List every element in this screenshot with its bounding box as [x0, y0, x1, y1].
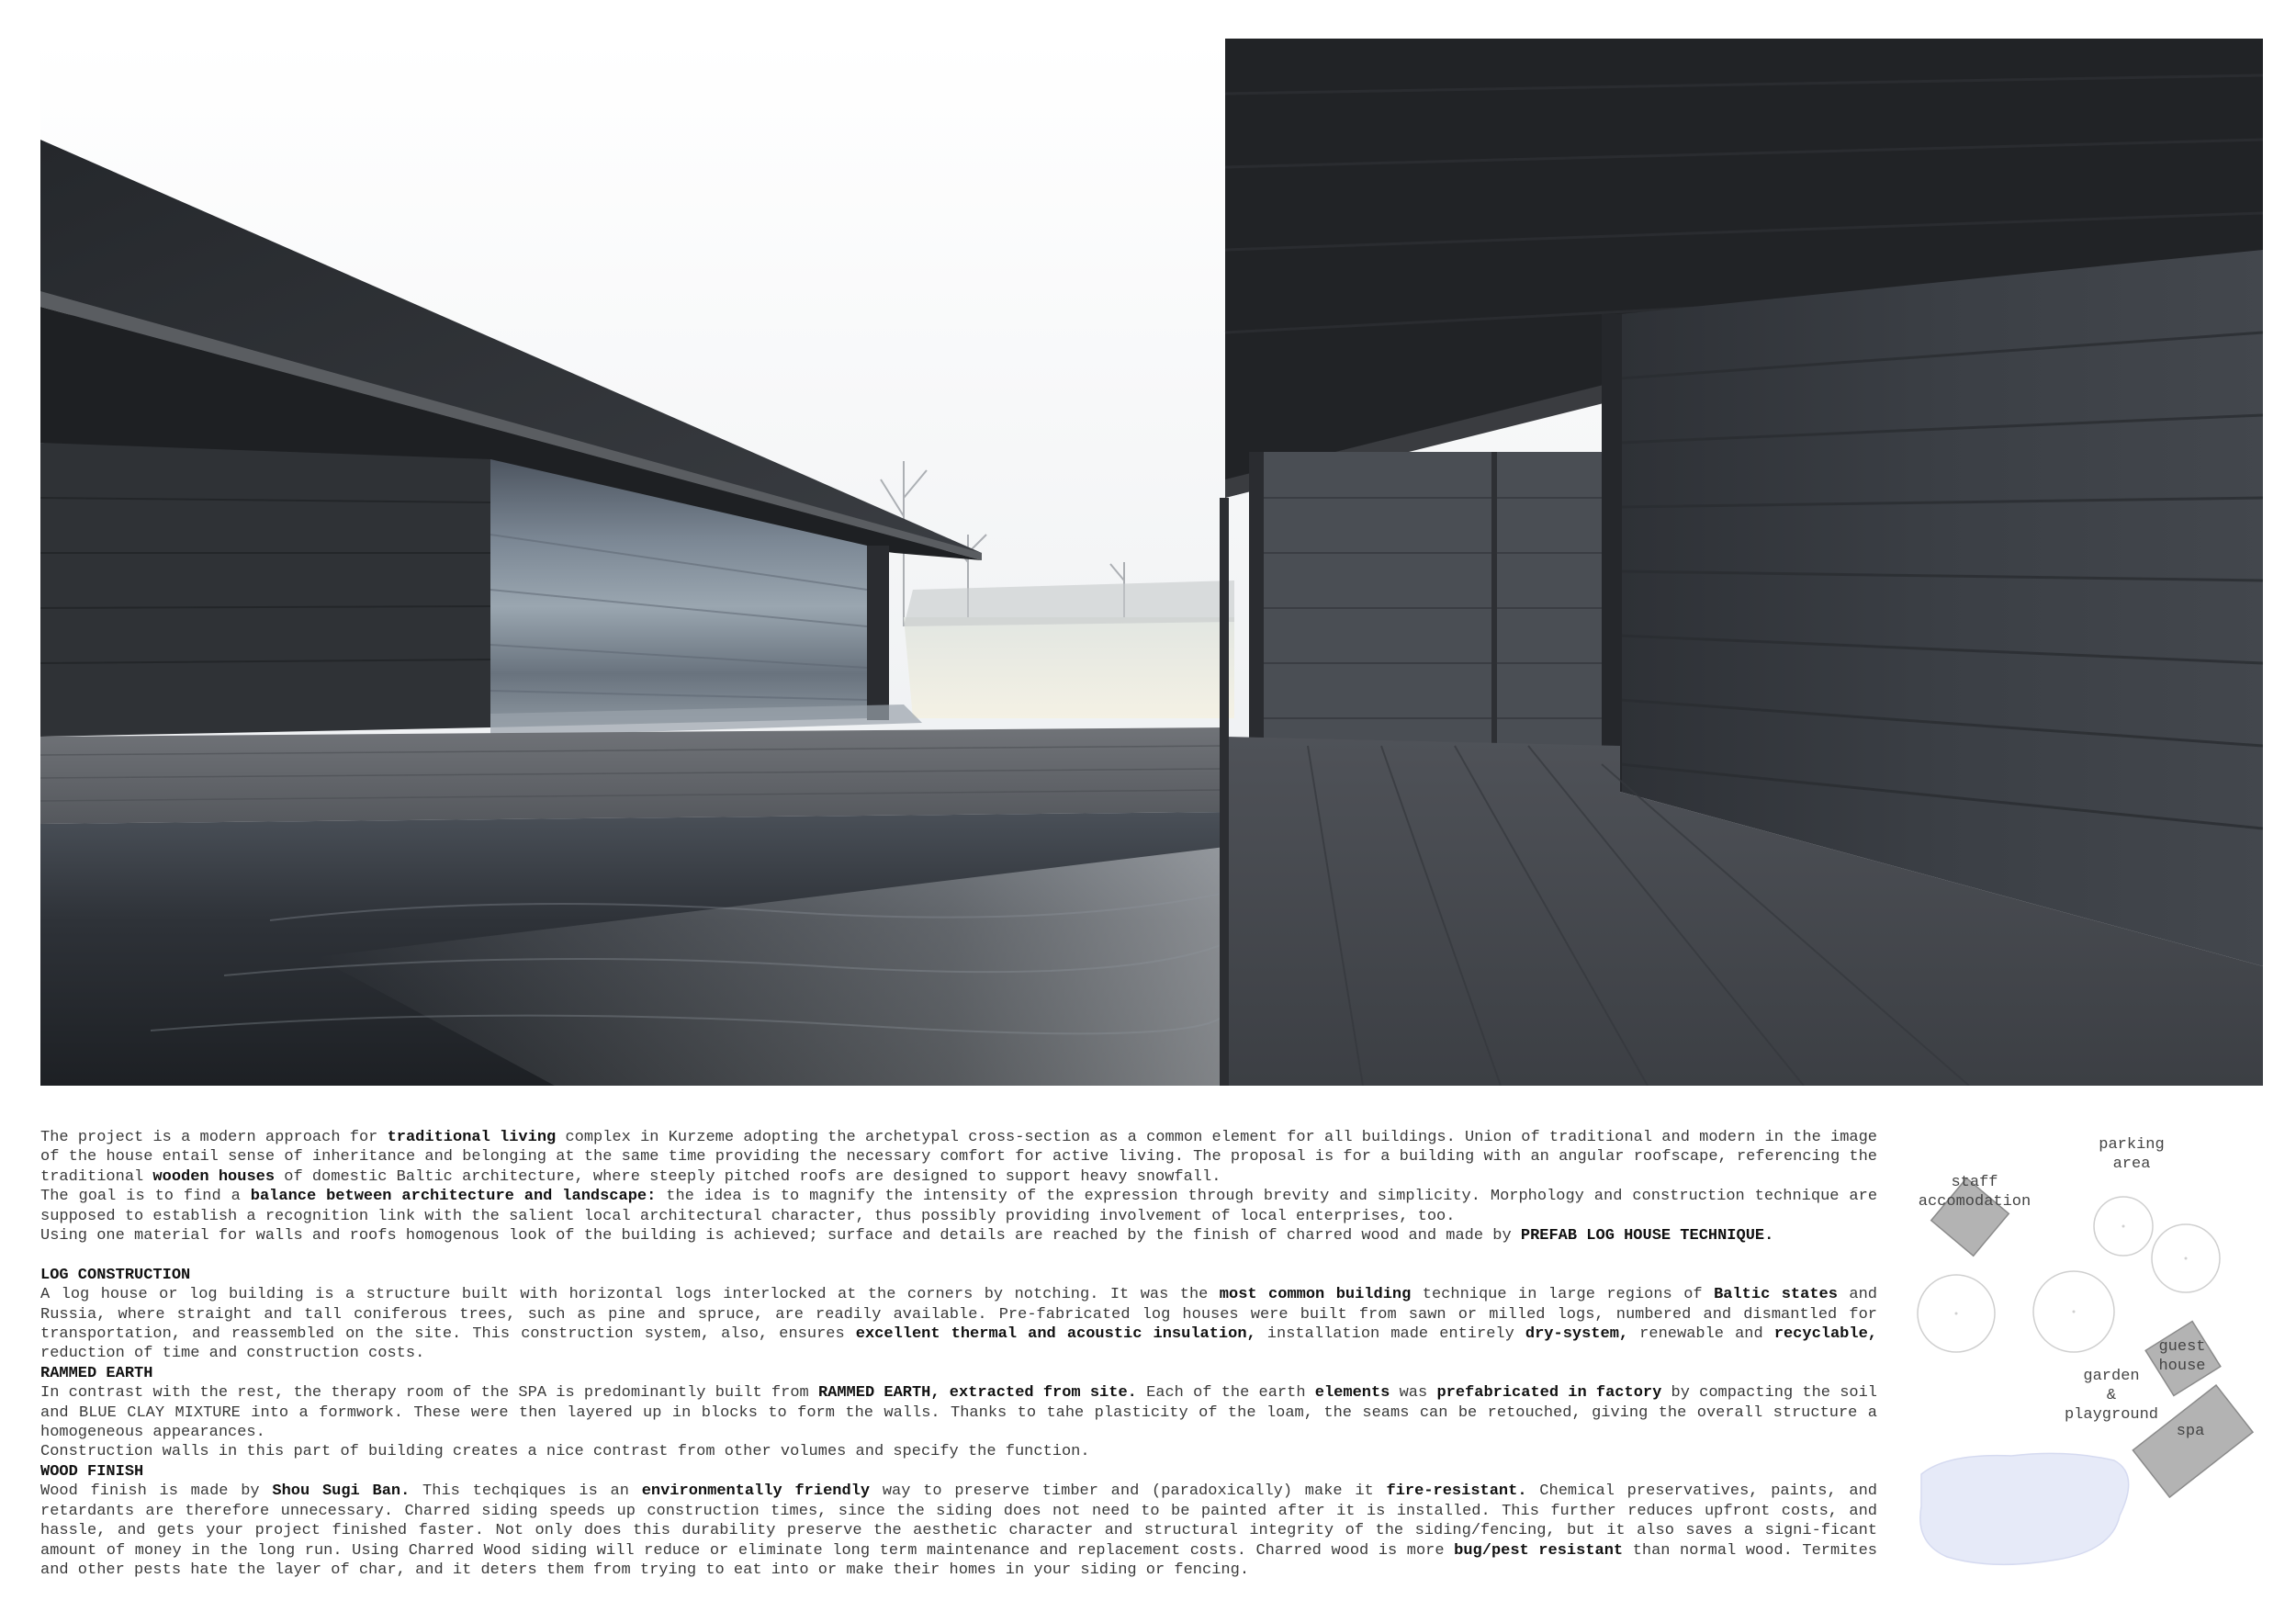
- material-paragraph: [40, 1226, 1877, 1245]
- bold-run: RAMMED EARTH, extracted from site.: [817, 1384, 1137, 1403]
- spa-label: spa: [2176, 1423, 2205, 1440]
- text-run: of domestic Baltic architecture, where steeply pitched roofs are designed to support heavy snowfall.: [275, 1167, 1221, 1186]
- earth-paragraph: [40, 1383, 1877, 1442]
- text-run: Wood finish is made by: [40, 1482, 273, 1501]
- bold-run: fire-resistant.: [1386, 1482, 1527, 1501]
- bold-run: recyclable,: [1773, 1325, 1877, 1344]
- text-run: than normal wood. Termites and other pests hate the layer of char, and it deters them from trying to eat into or make their homes in your siding or fencing.: [40, 1541, 1878, 1579]
- wood-finish-heading: WOOD FINISH: [40, 1462, 144, 1481]
- text-run: way to preserve timber and (paradoxically) make it: [870, 1482, 1387, 1501]
- bold-run: balance between architecture and landscape:: [250, 1188, 657, 1206]
- bold-run: excellent thermal and acoustic insulation,: [855, 1325, 1256, 1344]
- text-run: complex in Kurzeme adopting the archetypal cross-section as a common element for all buildings. Union of traditional and modern in the image of the house entail sense of inheritance and belonging at the same time providing the necessary comfort for active living. The proposal is for a building with an angular roofscape, referencing the traditional: [40, 1129, 1878, 1186]
- label-line: garden: [2083, 1368, 2140, 1385]
- parking-area-label: [2081, 1135, 2182, 1174]
- wood-paragraph: [40, 1482, 1877, 1580]
- label-line: accomodation: [1918, 1193, 2032, 1211]
- label-line: area: [2112, 1155, 2151, 1173]
- bold-run: dry-system,: [1525, 1325, 1629, 1344]
- goal-paragraph: [40, 1187, 1877, 1226]
- log-construction-heading: LOG CONSTRUCTION: [40, 1266, 191, 1284]
- text-run: The goal is to find a: [40, 1188, 251, 1206]
- bold-run: Baltic states: [1714, 1286, 1838, 1304]
- text-run: renewable and: [1628, 1325, 1774, 1344]
- label-line: parking: [2099, 1136, 2165, 1154]
- bold-run: most common building: [1219, 1286, 1412, 1304]
- project-description: [40, 1128, 1877, 1580]
- text-run: the idea is to magnify the intensity of the expression through brevity and simplicity. Morphology and construction technique are supposed to establish a recognition link with the salient local architectural character, thus possibly providing involvement of local enterprises, too.: [40, 1188, 1878, 1225]
- earth-contrast-paragraph: Construction walls in this part of building creates a nice contrast from other volumes and specify the function.: [40, 1443, 1090, 1461]
- pond: [1920, 1453, 2129, 1564]
- architectural-render: [40, 39, 2263, 1086]
- label-line: &: [2106, 1387, 2117, 1404]
- bold-run: bug/pest resistant: [1454, 1541, 1624, 1560]
- text-run: by compacting the soil and BLUE CLAY MIXTURE into a formwork. These were then layered up in blocks to form the walls. Thanks to tahe plasticity of the loam, the seams can be retouched, giving the overall structure a homogeneous appearances.: [40, 1384, 1878, 1442]
- bold-run: environmentally friendly: [641, 1482, 871, 1501]
- log-paragraph: [40, 1285, 1877, 1364]
- garden-playground-label: [2052, 1367, 2171, 1425]
- label-line: guest: [2158, 1338, 2206, 1356]
- text-run: In contrast with the rest, the therapy room of the SPA is predominantly built from: [40, 1384, 818, 1403]
- label-line: staff: [1951, 1174, 1998, 1191]
- bold-run: elements: [1314, 1384, 1390, 1403]
- text-run: technique in large regions of: [1411, 1286, 1715, 1304]
- text-run: Each of the earth: [1136, 1384, 1315, 1403]
- text-run: Using one material for walls and roofs homogenous look of the building is achieved; surface and details are reached by the finish of charred wood and made by: [40, 1227, 1521, 1245]
- label-line: house: [2158, 1358, 2206, 1375]
- text-run: A log house or log building is a structure built with horizontal logs interlocked at the corners by notching. It was the: [40, 1286, 1220, 1304]
- render-illustration: [40, 39, 2263, 1086]
- bold-run: wooden houses: [152, 1167, 276, 1186]
- text-run: This techqiques is an: [410, 1482, 642, 1501]
- rammed-earth-heading: RAMMED EARTH: [40, 1364, 153, 1382]
- bold-run: prefabricated in factory: [1436, 1384, 1662, 1403]
- intro-paragraph: [40, 1128, 1877, 1187]
- bold-run: PREFAB LOG HOUSE TECHNIQUE.: [1520, 1227, 1774, 1245]
- bold-run: traditional living: [387, 1129, 557, 1146]
- text-run: The project is a modern approach for: [40, 1129, 388, 1146]
- text-run: installation made entirely: [1255, 1325, 1525, 1344]
- text-run: was: [1390, 1384, 1437, 1403]
- bold-run: Shou Sugi Ban.: [272, 1482, 411, 1501]
- text-run: and Russia, where straight and tall coniferous trees, such as pine and spruce, are readily available. Pre-fabricated log houses were built from sawn or milled logs, numbered and dismantled for transportation, and reassembled on the site. This construction system, also, ensures: [40, 1286, 1877, 1344]
- text-run: Chemical preservatives, paints, and retardants are therefore unnecessary. Charred siding speeds up construction times, since the siding does not need to be painted after it is installed. This further reduces upfront costs, and hassle, and gets your project finished faster. Not only does this durability preserve the aesthetic character and structural integrity of the siding/fencing, but it also saves a signi-ficant amount of money in the long run. Using Charred Wood siding will reduce or eliminate long term maintenance and replacement costs. Charred wood is more: [40, 1482, 1877, 1560]
- label-line: playground: [2064, 1406, 2159, 1424]
- text-run: reduction of time and construction costs.: [40, 1345, 425, 1363]
- staff-accommodation-label: [1910, 1173, 2039, 1212]
- site-plan: [1910, 1111, 2278, 1589]
